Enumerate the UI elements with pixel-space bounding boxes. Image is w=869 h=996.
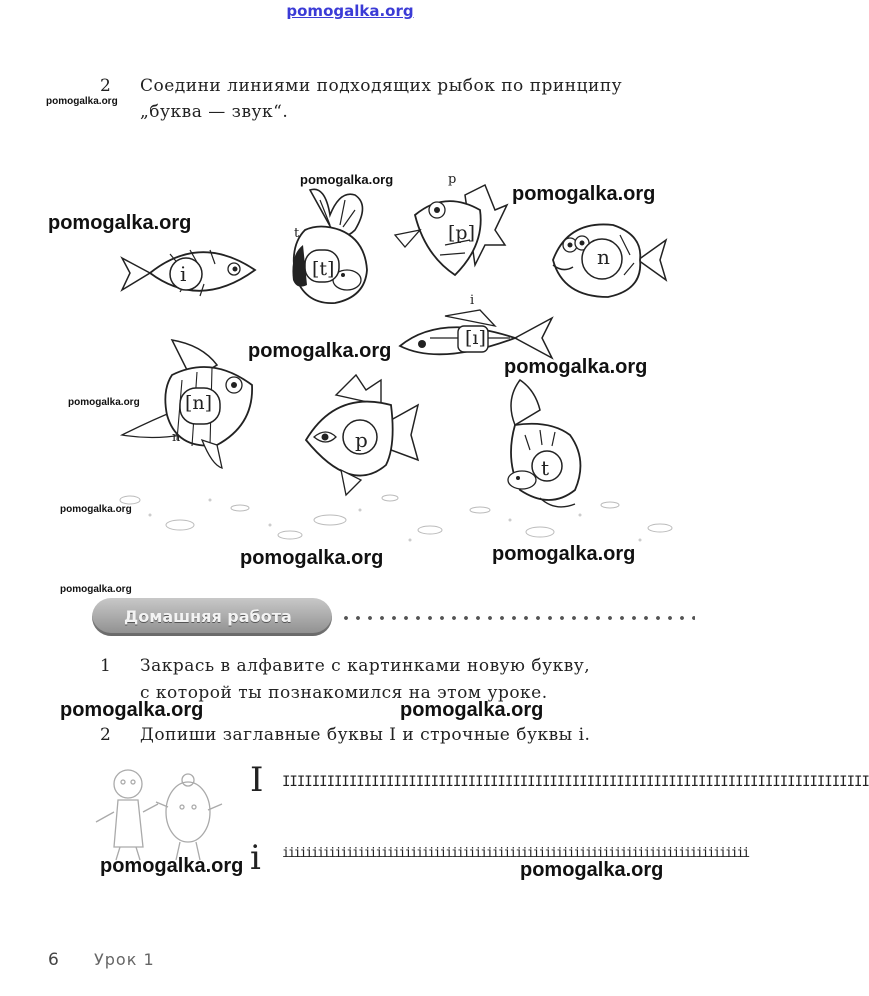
watermark: pomogalka.org <box>504 356 648 378</box>
top-watermark-link[interactable]: pomogalka.org <box>286 2 414 20</box>
exercise-number: 2 <box>100 76 111 96</box>
watermark: pomogalka.org <box>520 859 664 881</box>
fish-label: [p] <box>448 222 475 244</box>
dotted-divider <box>340 616 695 620</box>
task2-text: Допиши заглавные буквы I и строчные буквы i. <box>140 725 591 745</box>
fish-hint: t <box>294 226 300 241</box>
fish-label: n <box>597 245 610 269</box>
fish-hint: i <box>470 293 475 308</box>
fish-label: [t] <box>312 258 335 280</box>
fish-letter-i[interactable] <box>120 238 260 308</box>
homework-banner <box>92 598 332 636</box>
letter-characters-illustration <box>88 762 228 862</box>
fish-label: t <box>541 456 550 480</box>
watermark: pomogalka.org <box>248 340 392 362</box>
task-number: 1 <box>100 656 111 676</box>
watermark: pomogalka.org <box>60 584 132 595</box>
task-number: 2 <box>100 725 111 745</box>
small-letter-sample: i <box>250 838 261 878</box>
watermark: pomogalka.org <box>48 212 192 234</box>
seabed-pebbles <box>90 470 690 570</box>
watermark: pomogalka.org <box>60 699 204 721</box>
watermark: pomogalka.org <box>60 504 132 515</box>
small-letter-writing-row[interactable]: iiiiiiiiiiiiiiiiiiiiiiiiiiiiiiiiiiiiiiiiiiiiiiiiiiiiiiiiiiiiiiiiiiiiiiiiiiiiiiii <box>282 846 749 861</box>
task1-line1: Закрась в алфавите с картинками новую букву, <box>140 656 591 676</box>
fish-label: [ı] <box>465 327 486 349</box>
task1-line2: с которой ты познакомился на этом уроке. <box>140 683 548 703</box>
page-number: 6 <box>48 950 59 970</box>
exercise-instruction-line2: „буква — звук“. <box>140 102 289 122</box>
watermark: pomogalka.org <box>300 172 394 187</box>
lesson-label: Урок 1 <box>94 950 155 969</box>
fish-hint: p <box>448 172 457 187</box>
fish-label: p <box>355 428 368 452</box>
capital-letter-sample: I <box>250 760 264 800</box>
watermark: pomogalka.org <box>68 397 140 408</box>
watermark: pomogalka.org <box>512 183 656 205</box>
watermark: pomogalka.org <box>492 543 636 565</box>
watermark: pomogalka.org <box>46 96 118 107</box>
fish-hint: n <box>172 430 181 445</box>
watermark: pomogalka.org <box>100 855 244 877</box>
exercise-instruction-line1: Соедини линиями подходящих рыбок по принципу <box>140 76 623 96</box>
homework-banner-label: Домашняя работа <box>124 607 292 626</box>
watermark: pomogalka.org <box>240 547 384 569</box>
fish-label: i <box>180 262 187 286</box>
watermark: pomogalka.org <box>400 699 544 721</box>
fish-sound-t[interactable] <box>285 185 375 315</box>
capital-letter-writing-row[interactable]: IIIIIIIIIIIIIIIIIIIIIIIIIIIIIIIIIIIIIIIIIIIIIIIIIIIIIIIIIIIIIIIIIIIIIIIIIIIIIII <box>282 774 869 790</box>
fish-label: [n] <box>185 392 213 414</box>
